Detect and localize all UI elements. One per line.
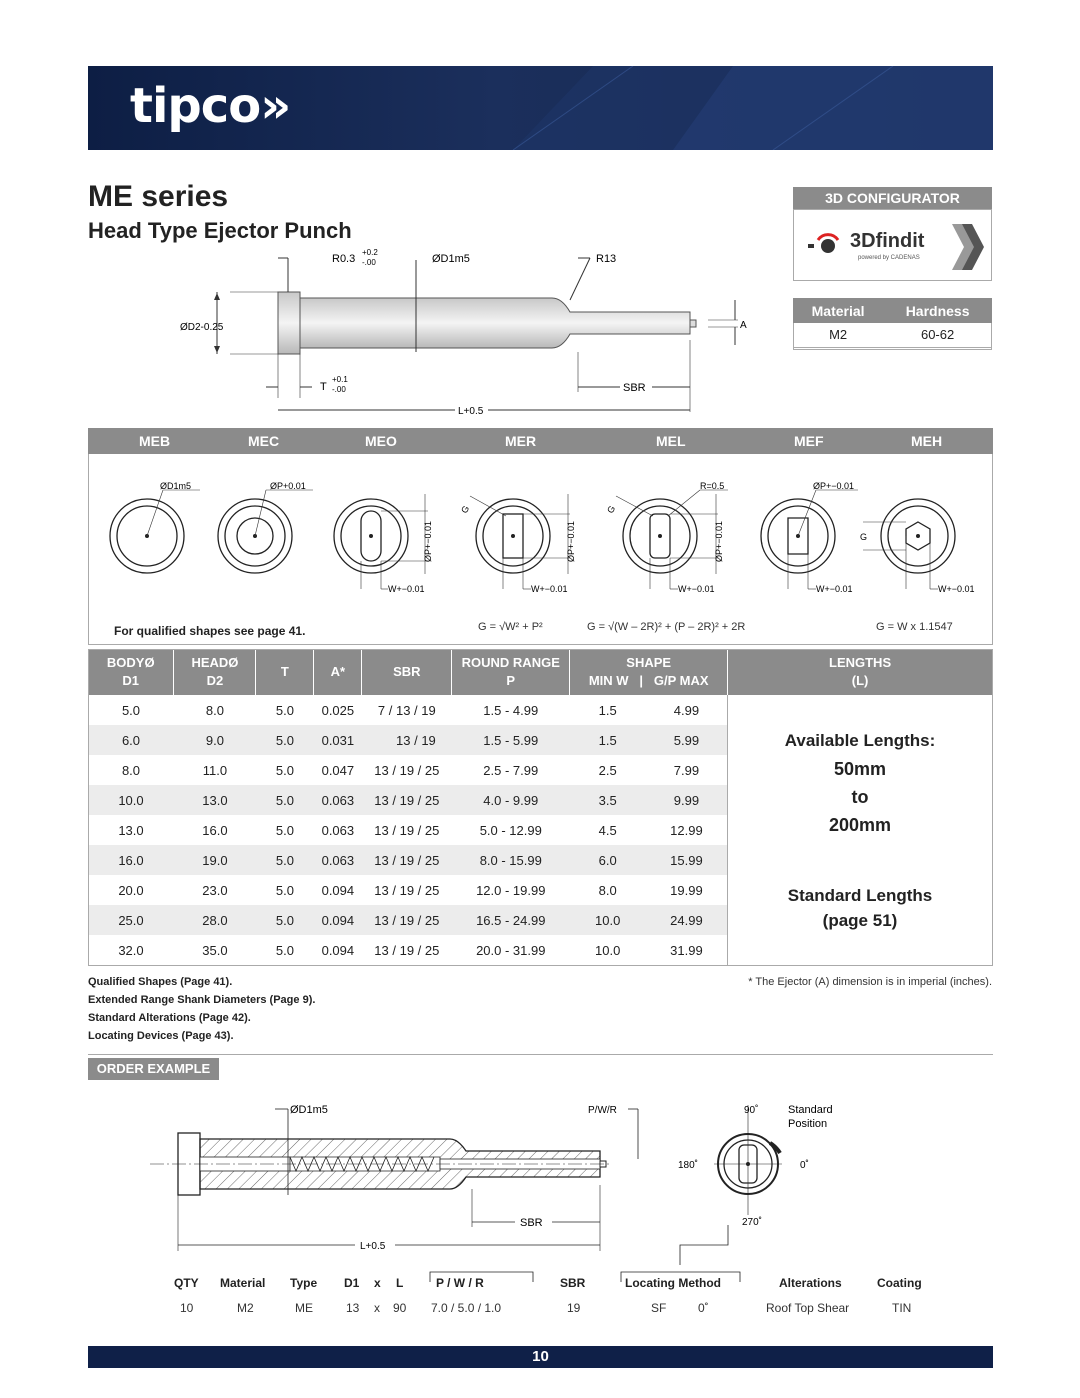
mel-formula: G = √(W – 2R)² + (P – 2R)² + 2R <box>587 621 746 633</box>
meh-formula: G = W x 1.1547 <box>876 621 953 633</box>
table-row: 13.0 16.0 5.0 0.063 13 / 19 / 25 5.0 - 12.99 4.5 12.99 <box>118 822 703 838</box>
order-example-drawing <box>140 1095 860 1265</box>
l-label: L+0.5 <box>458 406 484 417</box>
angle-0-label: 0˚ <box>800 1160 809 1171</box>
order-value-sbr: 19 <box>567 1301 581 1315</box>
order-value-coating: TIN <box>892 1301 912 1315</box>
page-subtitle: Head Type Ejector Punch <box>88 218 352 243</box>
angle-180-label: 180˚ <box>678 1160 699 1171</box>
order-label-locating: Locating Method <box>625 1276 721 1290</box>
mef-p-label: ØP+−0.01 <box>813 481 855 491</box>
standard-lengths-link[interactable]: Standard Lengths (page 51) <box>787 886 933 930</box>
r03-tol-plus: +0.2 <box>362 248 378 257</box>
order-label-type: Type <box>290 1276 318 1290</box>
header-banner <box>88 66 993 150</box>
order-value-loc-angle: 0˚ <box>698 1301 709 1315</box>
order-label-l: L <box>396 1276 404 1290</box>
order-value-qty: 10 <box>180 1301 194 1315</box>
inch-note: * The Ejector (A) dimension is in imperial (inches). <box>748 976 992 988</box>
mer-formula: G = √W² + P² <box>478 621 543 633</box>
angle-90-label: 90˚ <box>744 1105 759 1116</box>
mer-g-label: G <box>459 503 472 515</box>
order-sbr-label: SBR <box>520 1217 543 1229</box>
powered-by: powered by CADENAS <box>858 255 920 261</box>
order-value-loc-method: SF <box>651 1301 667 1315</box>
order-value-type: ME <box>295 1301 313 1315</box>
col-sbr: SBR <box>362 649 452 695</box>
table-row: 32.0 35.0 5.0 0.094 13 / 19 / 25 20.0 - 31.99 10.0 31.99 <box>118 942 703 958</box>
r03-label: R0.3 <box>332 253 356 265</box>
order-label-alterations: Alterations <box>779 1276 842 1290</box>
meo-p-label: ØP+−0.01 <box>423 520 433 562</box>
order-label-d1: D1 <box>344 1276 360 1290</box>
order-d1-label: ØD1m5 <box>290 1104 328 1116</box>
col-t: T <box>256 649 314 695</box>
available-lengths: Available Lengths: 50mm to 200mm <box>784 731 936 835</box>
shape-code-meh: MEH <box>911 433 943 449</box>
shape-code-mer: MER <box>505 433 537 449</box>
page-number-footer: 10 <box>88 1346 993 1368</box>
table-row: 25.0 28.0 5.0 0.094 13 / 19 / 25 16.5 - 24.99 10.0 24.99 <box>88 905 993 935</box>
mef-w-label: W+−0.01 <box>816 584 853 594</box>
3dfindit-brand: 3Dfindit <box>850 230 925 252</box>
configurator-link[interactable] <box>793 209 992 281</box>
t-tol-plus: +0.1 <box>332 375 348 384</box>
order-label-sbr: SBR <box>560 1276 586 1290</box>
note-alterations[interactable]: Standard Alterations (Page 42). <box>88 1012 251 1024</box>
col-a: A* <box>314 649 362 695</box>
configurator-header: 3D CONFIGURATOR <box>793 187 992 209</box>
col-head: HEADØ D2 <box>174 649 256 695</box>
r13-label: R13 <box>596 253 617 265</box>
r03-tol-minus: -.00 <box>362 258 376 267</box>
order-label-x: x <box>374 1276 381 1290</box>
order-value-d1: 13 <box>346 1301 360 1315</box>
material-header: Material <box>793 298 883 323</box>
shapes-drawing <box>88 454 993 619</box>
order-l-label: L+0.5 <box>360 1241 386 1252</box>
mel-g-label: G <box>605 503 618 515</box>
order-example-header: ORDER EXAMPLE <box>88 1058 219 1080</box>
table-row: 16.0 19.0 5.0 0.063 13 / 19 / 25 8.0 - 15.99 6.0 15.99 <box>88 845 993 875</box>
table-row: 6.0 9.0 5.0 0.031 13 / 19 1.5 - 5.99 1.5 5.99 <box>88 725 993 755</box>
punch-drawing <box>170 240 770 420</box>
note-locating[interactable]: Locating Devices (Page 43). <box>88 1030 234 1042</box>
col-round: ROUND RANGE P <box>452 649 570 695</box>
order-value-l: 90 <box>393 1301 407 1315</box>
3dfindit-logo-icon <box>804 232 848 258</box>
material-table <box>793 298 992 348</box>
col-lengths: LENGTHS (L) <box>728 649 993 695</box>
order-value-material: M2 <box>237 1301 254 1315</box>
hardness-value: 60-62 <box>883 323 992 347</box>
t-label: T <box>320 381 327 393</box>
shape-codes-bar <box>88 428 993 454</box>
mel-r-label: R=0.5 <box>700 481 725 491</box>
order-label-pwr: P / W / R <box>436 1276 484 1290</box>
table-row: 5.0 8.0 5.0 0.025 7 / 13 / 19 1.5 - 4.99 1.5 4.99 <box>88 695 993 725</box>
mel-p-label: ØP+−0.01 <box>714 520 724 562</box>
arrows-icon <box>952 224 986 270</box>
note-qualified[interactable]: Qualified Shapes (Page 41). <box>88 976 233 988</box>
mer-p-label: ØP+−0.01 <box>566 520 576 562</box>
mer-w-label: W+−0.01 <box>531 584 568 594</box>
table-row: 8.0 11.0 5.0 0.047 13 / 19 / 25 2.5 - 7.99 2.5 7.99 <box>121 762 700 778</box>
a-label: A <box>740 320 747 331</box>
t-tol-minus: -.00 <box>332 385 346 394</box>
d1-label: ØD1m5 <box>432 253 470 265</box>
note-extended[interactable]: Extended Range Shank Diameters (Page 9). <box>88 994 316 1006</box>
order-pwr-label: P/W/R <box>588 1105 617 1116</box>
meb-d1-label: ØD1m5 <box>160 481 192 491</box>
shape-code-mec: MEC <box>248 433 280 449</box>
d2-label: ØD2-0.25 <box>180 322 224 333</box>
col-body: BODYØ D1 <box>88 649 174 695</box>
section-divider <box>88 1054 993 1055</box>
order-label-qty: QTY <box>174 1276 199 1290</box>
order-label-material: Material <box>220 1276 266 1290</box>
order-value-alterations: Roof Top Shear <box>766 1301 850 1315</box>
angle-270-label: 270˚ <box>742 1217 763 1228</box>
sbr-label: SBR <box>623 382 646 394</box>
shape-code-mel: MEL <box>656 433 686 449</box>
col-shape: SHAPE MIN W | G/P MAX <box>570 649 728 695</box>
qualified-shapes-note: For qualified shapes see page 41. <box>114 624 306 638</box>
tipco-logo: tipco» <box>130 78 291 134</box>
meh-w-label: W+−0.01 <box>938 584 975 594</box>
mec-p-label: ØP+0.01 <box>270 481 306 491</box>
order-value-x: x <box>374 1301 380 1315</box>
meh-g-label: G <box>860 532 868 542</box>
meo-w-label: W+−0.01 <box>388 584 425 594</box>
table-row: 10.0 13.0 5.0 0.063 13 / 19 / 25 4.0 - 9.99 3.5 9.99 <box>88 785 993 815</box>
material-value: M2 <box>793 323 883 347</box>
shape-code-meo: MEO <box>365 433 397 449</box>
shape-code-mef: MEF <box>794 433 824 449</box>
table-row: 20.0 23.0 5.0 0.094 13 / 19 / 25 12.0 - 19.99 8.0 19.99 <box>118 882 703 898</box>
hardness-header: Hardness <box>883 298 992 323</box>
order-label-coating: Coating <box>877 1276 922 1290</box>
shape-code-meb: MEB <box>139 433 171 449</box>
page-title: ME series <box>88 180 229 213</box>
position-label: Position <box>788 1118 828 1130</box>
mel-w-label: W+−0.01 <box>678 584 715 594</box>
banner-decoration <box>473 66 993 150</box>
order-value-pwr: 7.0 / 5.0 / 1.0 <box>431 1301 502 1315</box>
reference-notes <box>88 973 315 1045</box>
standard-label: Standard <box>788 1104 833 1116</box>
